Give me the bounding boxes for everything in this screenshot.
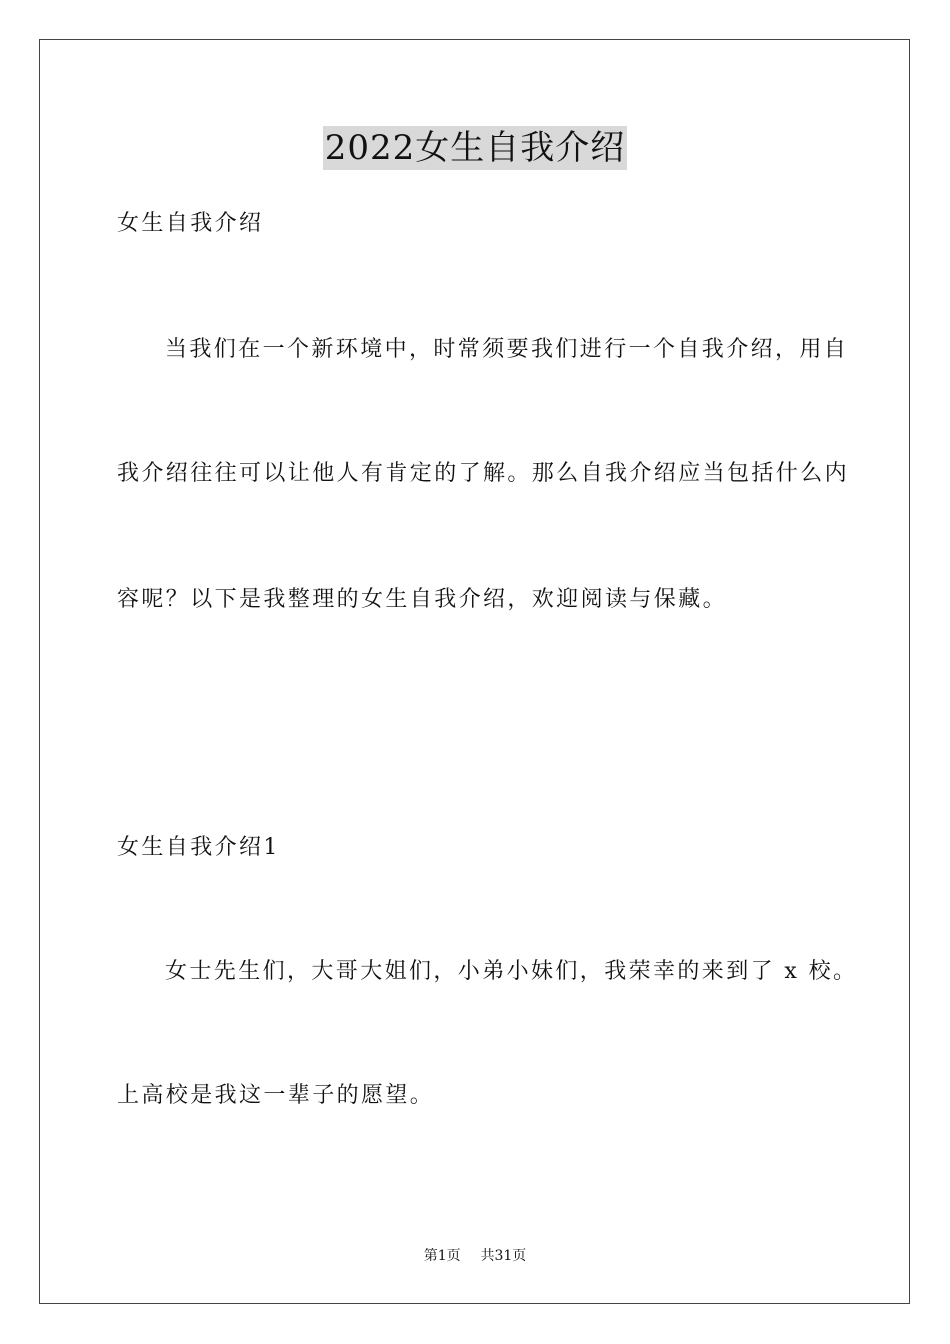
paragraph-line: 容呢？以下是我整理的女生自我介绍，欢迎阅读与保藏。	[117, 587, 728, 612]
page-footer	[0, 1247, 950, 1265]
paragraph-line: 我介绍往往可以让他人有肯定的了解。那么自我介绍应当包括什么内	[117, 461, 850, 486]
page-number: 第1页	[423, 1248, 461, 1264]
document-title	[0, 126, 950, 170]
paragraph-line: 当我们在一个新环境中，时常须要我们进行一个自我介绍，用自	[165, 337, 849, 362]
section-heading: 女生自我介绍1	[117, 835, 280, 860]
section-heading: 女生自我介绍	[117, 211, 264, 236]
paragraph-line: 上高校是我这一辈子的愿望。	[117, 1083, 435, 1108]
paragraph-line: 女士先生们，大哥大姐们，小弟小妹们，我荣幸的来到了 x 校。	[165, 959, 858, 984]
total-pages: 共31页	[480, 1248, 527, 1264]
document-title-text: 2022女生自我介绍	[324, 128, 626, 168]
